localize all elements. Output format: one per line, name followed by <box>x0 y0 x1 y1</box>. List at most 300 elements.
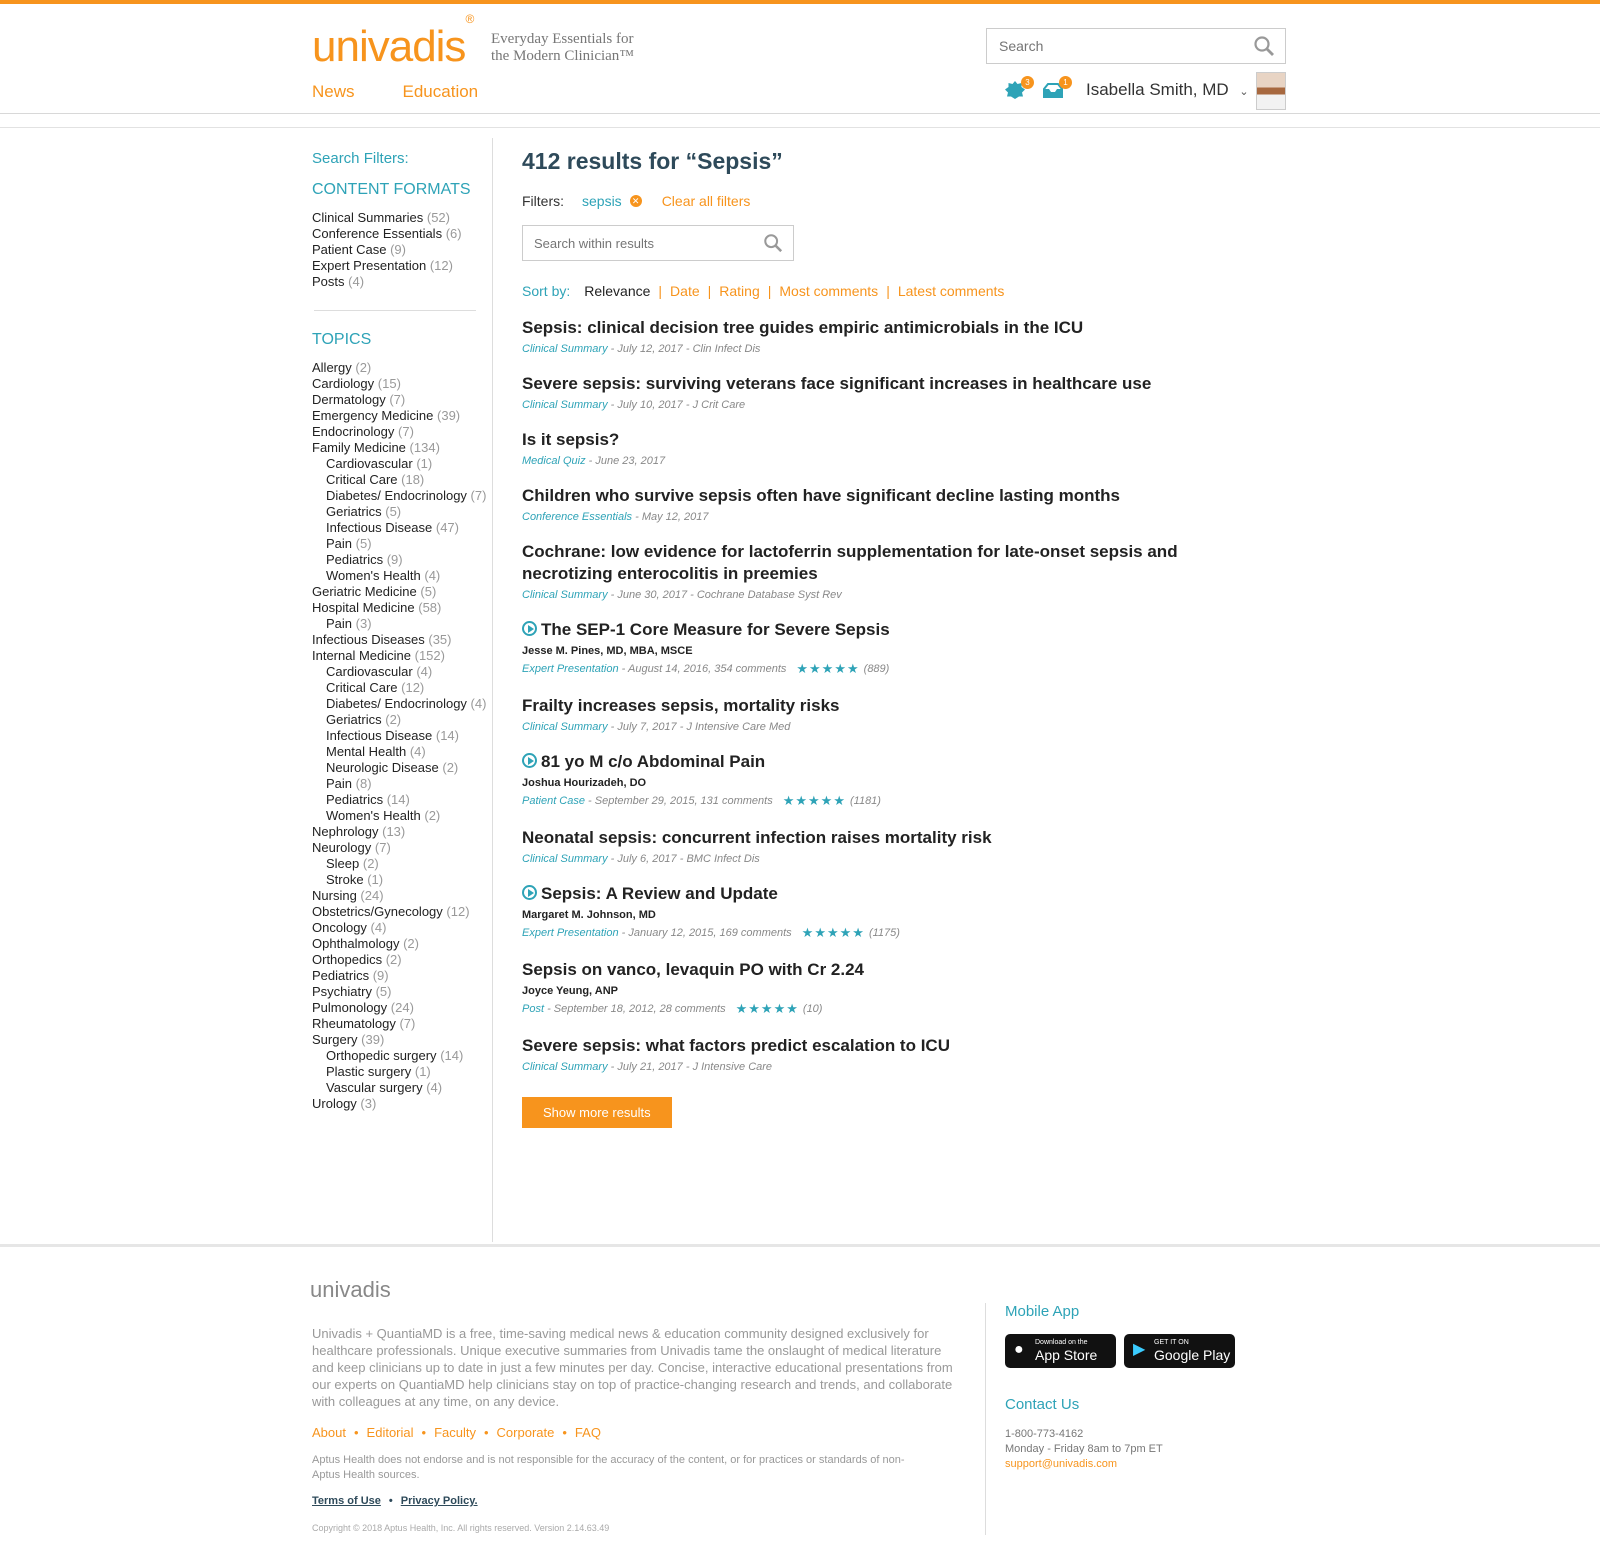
filter-count: (134) <box>409 440 440 455</box>
chevron-down-icon: ⌄ <box>1239 86 1249 98</box>
result-type[interactable]: Patient Case <box>522 795 585 807</box>
filter-count: (13) <box>382 824 406 839</box>
topic-filter-item[interactable] <box>312 904 492 920</box>
filter-label: Women's Health <box>326 568 421 583</box>
filter-count: (39) <box>361 1032 385 1047</box>
topic-filter-item[interactable] <box>312 728 492 744</box>
filter-count: (24) <box>360 888 384 903</box>
results-list <box>522 317 1262 1073</box>
filter-count: (4) <box>470 696 487 711</box>
result-title[interactable] <box>522 429 1262 451</box>
results-title: 412 results for “Sepsis” <box>522 148 783 174</box>
contact-email[interactable]: support@univadis.com <box>1005 1458 1118 1470</box>
topic-filter-item[interactable] <box>312 872 492 888</box>
tagline <box>491 31 634 65</box>
store-badges <box>1005 1334 1265 1368</box>
topic-filter-item[interactable] <box>312 808 492 824</box>
result-title[interactable] <box>522 959 1262 981</box>
filter-count: (7) <box>398 424 414 439</box>
topic-filter-item[interactable] <box>312 840 492 856</box>
filter-label: Patient Case <box>312 242 387 257</box>
filter-count: (2) <box>424 808 441 823</box>
topic-filter-item[interactable] <box>312 1080 492 1096</box>
result-item <box>522 827 1262 865</box>
filter-count: (7) <box>399 1016 416 1031</box>
format-filter-item[interactable] <box>312 258 492 274</box>
format-filter-item[interactable] <box>312 274 492 290</box>
result-type[interactable]: Conference Essentials <box>522 511 633 523</box>
filter-label: Pediatrics <box>312 968 370 983</box>
format-filter-item[interactable] <box>312 242 492 258</box>
topic-filter-item[interactable] <box>312 1016 492 1032</box>
result-title[interactable] <box>522 373 1262 395</box>
result-type[interactable]: Clinical Summary <box>522 853 608 865</box>
filter-label: Psychiatry <box>312 984 372 999</box>
filter-label: Cardiovascular <box>326 664 413 679</box>
topic-filter-item[interactable] <box>312 696 492 712</box>
filter-count: (6) <box>445 226 462 241</box>
topic-filter-item[interactable] <box>312 680 492 696</box>
result-title-text: Severe sepsis: what factors predict escalation to ICU <box>522 1036 950 1055</box>
topic-filter-item[interactable] <box>312 568 492 584</box>
result-title-text: Is it sepsis? <box>522 430 620 449</box>
result-title[interactable] <box>522 619 1262 641</box>
format-filter-item[interactable] <box>312 226 492 242</box>
result-type[interactable]: Expert Presentation <box>522 663 619 675</box>
result-type[interactable]: Expert Presentation <box>522 927 619 939</box>
filter-count: (2) <box>442 760 459 775</box>
result-title[interactable] <box>522 751 1262 773</box>
filter-label: Nephrology <box>312 824 379 839</box>
filters-sidebar <box>312 150 492 1112</box>
filter-count: (52) <box>426 210 450 225</box>
rating-count: (1175) <box>868 927 900 939</box>
topic-filter-item[interactable] <box>312 888 492 904</box>
filter-label: Clinical Summaries <box>312 210 424 225</box>
result-item <box>522 429 1262 467</box>
result-type[interactable]: Clinical Summary <box>522 721 608 733</box>
filter-label: Women's Health <box>326 808 421 823</box>
result-title-text: 81 yo M c/o Abdominal Pain <box>541 752 766 771</box>
result-item <box>522 695 1262 733</box>
filter-label: Dermatology <box>312 392 386 407</box>
result-title-text: Sepsis on vanco, levaquin PO with Cr 2.24 <box>522 960 864 979</box>
topic-filter-item[interactable] <box>312 968 492 984</box>
search-icon[interactable] <box>763 233 783 258</box>
filter-label: Sleep <box>326 856 360 871</box>
filters-title: Search Filters: <box>312 150 409 167</box>
filter-count: (1) <box>416 456 433 471</box>
result-title-text: The SEP-1 Core Measure for Severe Sepsis <box>541 620 890 639</box>
result-meta <box>522 1001 1262 1017</box>
result-title[interactable] <box>522 541 1262 585</box>
result-title[interactable] <box>522 485 1262 507</box>
sidebar-divider <box>314 310 476 311</box>
result-date: - July 10, 2017 - J Crit Care <box>607 399 746 411</box>
sort-date[interactable]: Date <box>670 283 700 299</box>
result-type[interactable]: Clinical Summary <box>522 589 608 601</box>
search-icon[interactable] <box>1253 35 1275 62</box>
tagline-line-1: Everyday Essentials for <box>491 31 634 47</box>
result-title-text: Sepsis: A Review and Update <box>541 884 778 903</box>
result-date: - July 6, 2017 - BMC Infect Dis <box>607 853 760 865</box>
footer-disclaimer: Aptus Health does not endorse and is not responsible for the accuracy of the content, or for practices or standards of non-Aptus Health sources. <box>312 1454 905 1481</box>
topic-filter-item[interactable] <box>312 664 492 680</box>
sort-separator: | <box>658 283 663 299</box>
topic-filter-item[interactable] <box>312 376 492 392</box>
tagline-line-2: the Modern Clinician™ <box>491 48 635 64</box>
topic-filter-item[interactable] <box>312 856 492 872</box>
footer-link-separator: • <box>483 1425 489 1440</box>
close-icon[interactable]: ✕ <box>630 195 642 207</box>
messages-count: 1 <box>1059 76 1072 89</box>
filter-count: (58) <box>418 600 442 615</box>
footer-link-faq[interactable]: FAQ <box>574 1425 601 1440</box>
contact-heading: Contact Us <box>1005 1396 1080 1413</box>
filter-count: (3) <box>360 1096 377 1111</box>
filter-label: Rheumatology <box>312 1016 396 1031</box>
filter-chip[interactable] <box>582 193 642 209</box>
filter-label: Critical Care <box>326 680 398 695</box>
filter-count: (39) <box>437 408 461 423</box>
search-input[interactable] <box>987 29 1237 63</box>
rating-count: (889) <box>863 663 890 675</box>
site-footer <box>0 1244 1600 1556</box>
app-store-label: App Store <box>1035 1347 1098 1363</box>
filter-label: Infectious Disease <box>326 728 433 743</box>
result-meta <box>522 721 1262 733</box>
filter-count: (3) <box>355 616 372 631</box>
topic-filter-item[interactable] <box>312 1000 492 1016</box>
filter-count: (4) <box>416 664 433 679</box>
filter-count: (1) <box>414 1064 431 1079</box>
result-item <box>522 751 1262 809</box>
filter-label: Geriatrics <box>326 504 382 519</box>
filter-count: (7) <box>389 392 406 407</box>
search-within-input[interactable] <box>523 226 743 260</box>
filter-count: (5) <box>355 536 372 551</box>
active-filters <box>522 193 1262 209</box>
result-item <box>522 373 1262 411</box>
star-icon: ★★★★★ <box>796 661 860 676</box>
topic-filter-item[interactable] <box>312 712 492 728</box>
content-formats-list <box>312 210 492 290</box>
privacy-policy-link[interactable]: Privacy Policy. <box>400 1495 478 1507</box>
filter-label: Stroke <box>326 872 364 887</box>
header-search <box>986 28 1286 64</box>
result-date: - July 12, 2017 - Clin Infect Dis <box>607 343 761 355</box>
filter-count: (35) <box>428 632 452 647</box>
filter-label: Neurology <box>312 840 372 855</box>
topic-filter-item[interactable] <box>312 792 492 808</box>
topic-filter-item[interactable] <box>312 632 492 648</box>
result-title[interactable] <box>522 317 1262 339</box>
site-header <box>0 4 1600 114</box>
result-type[interactable]: Clinical Summary <box>522 343 608 355</box>
filter-count: (4) <box>426 1080 443 1095</box>
filter-count: (14) <box>435 728 459 743</box>
filter-count: (9) <box>390 242 406 257</box>
google-play-small: GET IT ON <box>1154 1339 1189 1346</box>
result-author: Margaret M. Johnson, MD <box>522 909 656 921</box>
terms-of-use-link[interactable]: Terms of Use <box>312 1495 381 1507</box>
filter-label: Mental Health <box>326 744 407 759</box>
filter-count: (12) <box>446 904 470 919</box>
filter-label: Pediatrics <box>326 792 384 807</box>
result-title-text: Children who survive sepsis often have significant decline lasting months <box>522 486 1120 505</box>
topic-filter-item[interactable] <box>312 616 492 632</box>
footer-legal-links <box>312 1495 478 1507</box>
topic-filter-item[interactable] <box>312 360 492 376</box>
filter-count: (24) <box>390 1000 414 1015</box>
filter-label: Neurologic Disease <box>326 760 439 775</box>
topic-filter-item[interactable] <box>312 504 492 520</box>
mobile-app-heading: Mobile App <box>1005 1303 1080 1320</box>
footer-link-editorial[interactable]: Editorial <box>366 1425 414 1440</box>
result-date: - August 14, 2016, 354 comments <box>618 663 787 675</box>
univadis-logo[interactable]: univadis® <box>312 12 474 71</box>
filter-count: (2) <box>362 856 379 871</box>
topic-filter-item[interactable] <box>312 952 492 968</box>
filter-label: Family Medicine <box>312 440 406 455</box>
result-item <box>522 1035 1262 1073</box>
inbox-icon[interactable] <box>1042 78 1068 100</box>
topic-filter-item[interactable] <box>312 760 492 776</box>
result-date: - June 23, 2017 <box>585 455 666 467</box>
filter-label: Expert Presentation <box>312 258 427 273</box>
topic-filter-item[interactable] <box>312 520 492 536</box>
topic-filter-item[interactable] <box>312 472 492 488</box>
contact-hours: Monday - Friday 8am to 7pm ET <box>1005 1443 1163 1455</box>
filter-count: (5) <box>420 584 437 599</box>
topic-filter-item[interactable] <box>312 392 492 408</box>
result-date: - September 29, 2015, 131 comments <box>584 795 773 807</box>
content-area <box>0 128 1600 1228</box>
sort-most-comments[interactable]: Most comments <box>779 283 879 299</box>
filter-label: Geriatrics <box>326 712 382 727</box>
result-item <box>522 619 1262 677</box>
play-icon <box>522 621 537 636</box>
google-play-label: Google Play <box>1154 1347 1231 1363</box>
result-date: - September 18, 2012, 28 comments <box>544 1003 726 1015</box>
rating-count: (10) <box>802 1003 823 1015</box>
nav-news[interactable]: News <box>312 82 355 101</box>
result-meta <box>522 455 1262 467</box>
sort-separator: | <box>707 283 712 299</box>
filter-label: Orthopedics <box>312 952 383 967</box>
filter-count: (5) <box>385 504 402 519</box>
contact-phone: 1-800-773-4162 <box>1005 1428 1084 1440</box>
topic-filter-item[interactable] <box>312 744 492 760</box>
result-meta <box>522 343 1262 355</box>
footer-description: Univadis + QuantiaMD is a free, time-saving medical news & education community designed exclusively for healthcare professionals. Unique executive summaries from Univadis tame the onslaught of medical literature and keep clinicians up to date in just a few minutes per day. Concise, interactive educational presentations from our experts on QuantiaMD help clinicians stay on top of practice-changing research and trends, and collaborate with colleagues at any time, on any device. <box>312 1326 953 1409</box>
sort-relevance[interactable]: Relevance <box>584 283 651 299</box>
filter-label: Ophthalmology <box>312 936 400 951</box>
footer-links <box>312 1425 601 1440</box>
filter-chip-label: sepsis <box>582 193 622 209</box>
topic-filter-item[interactable] <box>312 776 492 792</box>
filter-label: Infectious Diseases <box>312 632 425 647</box>
filter-label: Cardiology <box>312 376 375 391</box>
footer-link-separator: • <box>353 1425 359 1440</box>
topic-filter-item[interactable] <box>312 1096 492 1112</box>
filter-count: (4) <box>370 920 387 935</box>
result-title-text: Severe sepsis: surviving veterans face significant increases in healthcare use <box>522 374 1152 393</box>
rating-count: (1181) <box>849 795 881 807</box>
footer-link-faculty[interactable]: Faculty <box>434 1425 476 1440</box>
sort-latest-comments[interactable]: Latest comments <box>897 283 1005 299</box>
filter-count: (9) <box>386 552 403 567</box>
filter-count: (14) <box>440 1048 464 1063</box>
result-type[interactable]: Medical Quiz <box>522 455 586 467</box>
filter-count: (14) <box>386 792 410 807</box>
filter-label: Surgery <box>312 1032 358 1047</box>
topic-filter-item[interactable] <box>312 984 492 1000</box>
filter-count: (7) <box>470 488 487 503</box>
star-icon: ★★★★★ <box>782 793 846 808</box>
topic-filter-item[interactable] <box>312 936 492 952</box>
filter-label: Critical Care <box>326 472 398 487</box>
topic-filter-item[interactable] <box>312 920 492 936</box>
filter-count: (4) <box>409 744 426 759</box>
result-meta <box>522 661 1262 677</box>
nav-education[interactable]: Education <box>402 82 479 101</box>
result-date: - July 21, 2017 - J Intensive Care <box>607 1061 773 1073</box>
result-title-text: Cochrane: low evidence for lactoferrin supplementation for late-onset sepsis and necrotizing enterocolitis in preemies <box>522 542 1178 583</box>
result-item <box>522 485 1262 523</box>
star-icon: ★★★★★ <box>735 1001 799 1016</box>
filters-label: Filters: <box>522 193 564 209</box>
filter-count: (12) <box>429 258 453 273</box>
result-title-text: Neonatal sepsis: concurrent infection raises mortality risk <box>522 828 992 847</box>
contact-info <box>1005 1427 1265 1472</box>
topic-filter-item[interactable] <box>312 440 492 456</box>
show-more-button[interactable]: Show more results <box>522 1097 672 1128</box>
filter-label: Allergy <box>312 360 352 375</box>
header-shadow <box>0 114 1600 128</box>
result-title[interactable] <box>522 827 1262 849</box>
sort-label: Sort by: <box>522 283 571 299</box>
badge-icon[interactable] <box>1004 78 1030 100</box>
result-date: - June 30, 2017 - Cochrane Database Syst Rev <box>607 589 842 601</box>
result-date: - May 12, 2017 <box>632 511 709 523</box>
topic-filter-item[interactable] <box>312 488 492 504</box>
topic-filter-item[interactable] <box>312 1064 492 1080</box>
sort-bar <box>522 283 1262 299</box>
filter-count: (152) <box>414 648 445 663</box>
filter-count: (2) <box>385 952 402 967</box>
result-meta <box>522 399 1262 411</box>
sort-rating[interactable]: Rating <box>719 283 760 299</box>
topic-filter-item[interactable] <box>312 584 492 600</box>
filter-count: (4) <box>424 568 441 583</box>
filter-label: Orthopedic surgery <box>326 1048 437 1063</box>
result-type[interactable]: Clinical Summary <box>522 399 608 411</box>
filter-label: Obstetrics/Gynecology <box>312 904 443 919</box>
result-date: - July 7, 2017 - J Intensive Care Med <box>607 721 791 733</box>
filter-count: (47) <box>435 520 459 535</box>
filter-label: Hospital Medicine <box>312 600 415 615</box>
topic-filter-item[interactable] <box>312 536 492 552</box>
main-nav <box>312 82 478 102</box>
filter-count: (7) <box>374 840 391 855</box>
result-title[interactable] <box>522 1035 1262 1057</box>
footer-link-corporate[interactable]: Corporate <box>496 1425 555 1440</box>
search-within <box>522 225 794 261</box>
filter-count: (8) <box>355 776 372 791</box>
filter-label: Cardiovascular <box>326 456 413 471</box>
result-item <box>522 883 1262 941</box>
column-divider <box>492 138 493 1242</box>
filter-count: (5) <box>375 984 392 999</box>
topic-filter-item[interactable] <box>312 600 492 616</box>
topics-heading: TOPICS <box>312 331 372 348</box>
filter-label: Plastic surgery <box>326 1064 412 1079</box>
footer-link-about[interactable]: About <box>312 1425 346 1440</box>
result-author: Jesse M. Pines, MD, MBA, MSCE <box>522 645 693 657</box>
play-icon <box>522 753 537 768</box>
filter-label: Geriatric Medicine <box>312 584 417 599</box>
google-play-button[interactable] <box>1124 1334 1235 1368</box>
result-type[interactable]: Post <box>522 1003 545 1015</box>
result-title[interactable] <box>522 883 1262 905</box>
sort-separator: | <box>767 283 772 299</box>
user-menu[interactable] <box>1086 80 1249 100</box>
filter-label: Endocrinology <box>312 424 395 439</box>
filter-count: (2) <box>385 712 402 727</box>
play-icon <box>522 885 537 900</box>
filter-count: (4) <box>348 274 365 289</box>
filter-count: (1) <box>367 872 384 887</box>
topic-filter-item[interactable] <box>312 824 492 840</box>
filter-label: Conference Essentials <box>312 226 443 241</box>
app-store-button[interactable] <box>1005 1334 1116 1368</box>
topic-filter-item[interactable] <box>312 408 492 424</box>
notifications-count: 3 <box>1021 76 1034 89</box>
result-type[interactable]: Clinical Summary <box>522 1061 608 1073</box>
topic-filter-item[interactable] <box>312 1048 492 1064</box>
result-title[interactable] <box>522 695 1262 717</box>
topics-list <box>312 360 492 1112</box>
clear-all-filters-link[interactable]: Clear all filters <box>661 193 751 209</box>
avatar[interactable] <box>1256 72 1286 110</box>
app-store-small: Download on the <box>1035 1339 1088 1346</box>
topic-filter-item[interactable] <box>312 424 492 440</box>
filter-label: Emergency Medicine <box>312 408 434 423</box>
footer-logo[interactable]: univadis <box>310 1277 391 1302</box>
copyright: Copyright © 2018 Aptus Health, Inc. All rights reserved. Version 2.14.63.49 <box>312 1523 610 1533</box>
result-item <box>522 317 1262 355</box>
user-bar <box>1004 72 1286 112</box>
format-filter-item[interactable] <box>312 210 492 226</box>
topic-filter-item[interactable] <box>312 1032 492 1048</box>
topic-filter-item[interactable] <box>312 648 492 664</box>
topic-filter-item[interactable] <box>312 456 492 472</box>
result-title-text: Sepsis: clinical decision tree guides empiric antimicrobials in the ICU <box>522 318 1084 337</box>
filter-label: Urology <box>312 1096 357 1111</box>
topic-filter-item[interactable] <box>312 552 492 568</box>
result-author: Joshua Hourizadeh, DO <box>522 777 647 789</box>
filter-label: Pain <box>326 536 353 551</box>
footer-right <box>1005 1303 1265 1472</box>
footer-link-separator: • <box>421 1425 427 1440</box>
result-date: - January 12, 2015, 169 comments <box>618 927 792 939</box>
filter-count: (2) <box>403 936 419 951</box>
filter-label: Pain <box>326 776 353 791</box>
filter-label: Vascular surgery <box>326 1080 423 1095</box>
result-meta <box>522 589 1262 601</box>
sort-separator: | <box>886 283 890 299</box>
